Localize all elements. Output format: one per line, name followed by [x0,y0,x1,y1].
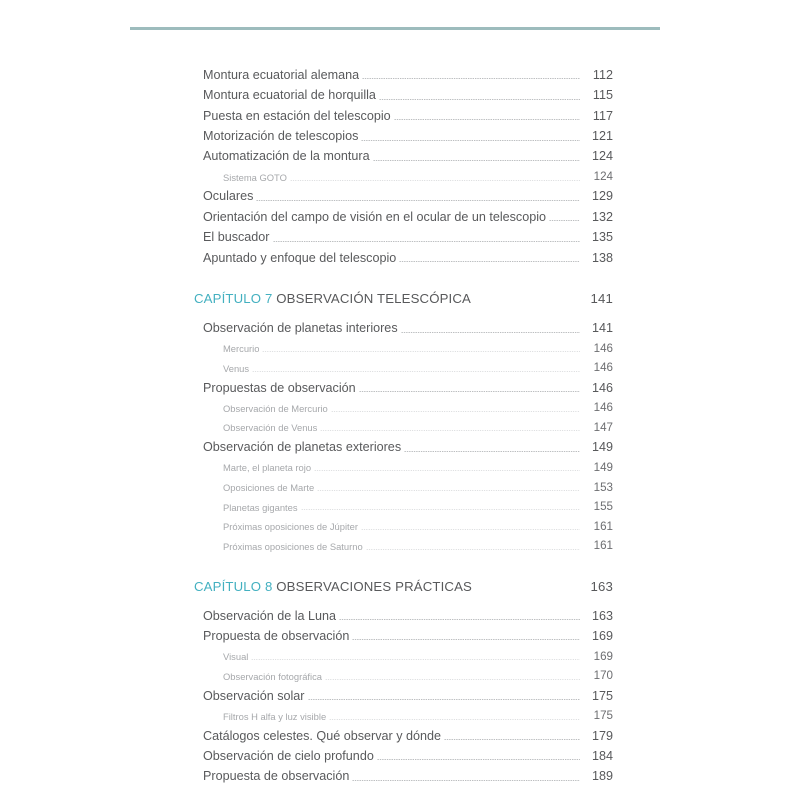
toc-entry-page-number: 146 [593,361,613,375]
toc-entry-title: Observación fotográfica [223,671,323,682]
toc-entry-orientacion-del-campo-de-vision-en-el-ocular-d[interactable] [194,204,613,224]
toc-entry-oculares[interactable] [194,184,613,204]
chapter-page-number: 163 [590,578,613,594]
dot-leader [301,509,580,510]
toc-entry-puesta-en-estacion-del-telescopio[interactable] [194,103,613,123]
dot-leader [314,470,580,471]
toc-entry-proximas-oposiciones-de-saturno[interactable] [194,533,613,553]
toc-entry-proximas-oposiciones-de-jupiter[interactable] [194,513,613,533]
toc-entry-catalogos-celestes-que-observar-y-donde[interactable] [194,723,613,743]
dot-leader [331,411,580,412]
dot-leader [394,119,580,120]
toc-entry-title: Próximas oposiciones de Saturno [223,541,363,552]
dot-leader [366,549,580,550]
dot-leader [262,351,580,352]
toc-entry-page-number: 124 [591,149,613,164]
toc-entry-observacion-de-venus[interactable] [194,415,613,435]
toc-entry-page-number: 169 [591,628,613,643]
chapter-label: CAPÍTULO 7 [194,291,277,307]
toc-entry-title: Observación de planetas exteriores [203,440,402,455]
dot-leader [320,430,580,431]
toc-entry-page-number: 146 [591,380,613,395]
toc-entry-page-number: 153 [593,480,613,494]
toc-entry-montura-ecuatorial-alemana[interactable] [194,62,613,82]
toc-entry-title: Montura ecuatorial alemana [203,67,360,82]
toc-entry-title: Filtros H alfa y luz visible [223,711,327,722]
toc-entry-title: Marte, el planeta rojo [223,463,312,474]
toc-entry-oposiciones-de-marte[interactable] [194,474,613,494]
toc-entry-page-number: 117 [592,108,613,123]
toc-entry-title: Catálogos celestes. Qué observar y dónde [203,728,442,743]
dot-leader [404,451,580,452]
toc-entry-observacion-de-planetas-exteriores[interactable] [194,434,613,454]
dot-leader [317,490,580,491]
dot-leader [352,639,580,640]
toc-entry-title: Puesta en estación del telescopio [203,108,391,123]
toc-entry-observacion-de-mercurio[interactable] [194,395,613,415]
toc-entry-page-number: 169 [593,649,613,663]
toc-entry-title: Automatización de la montura [203,149,370,164]
toc-entry-title: Venus [223,363,250,374]
dot-leader [273,241,580,242]
dot-leader [329,719,580,720]
toc-entry-venus[interactable] [194,355,613,375]
dot-leader [377,759,580,760]
toc-entry-page-number: 124 [593,170,613,184]
toc-entry-group [194,603,613,784]
dot-leader [401,332,580,333]
chapter-title: OBSERVACIÓN TELESCÓPICA [276,291,471,307]
toc-entry-page-number: 132 [591,209,613,224]
toc-entry-page-number: 175 [591,688,613,703]
toc-entry-title: Observación de Mercurio [223,403,328,414]
dot-leader [362,78,580,79]
toc-entry-title: Próximas oposiciones de Júpiter [223,522,358,533]
toc-entry-mercurio[interactable] [194,336,613,356]
toc-entry-title: Planetas gigantes [223,502,298,513]
toc-entry-title: El buscador [203,230,270,245]
toc-entry-motorizacion-de-telescopios[interactable] [194,123,613,143]
toc-entry-page-number: 112 [592,67,613,82]
toc-entry-observacion-fotografica[interactable] [194,663,613,683]
toc-entry-title: Montura ecuatorial de horquilla [203,88,376,103]
toc-entry-page-number: 129 [591,189,613,204]
toc-entry-el-buscador[interactable] [194,224,613,244]
dot-leader [256,200,580,201]
toc-entry-visual[interactable] [194,643,613,663]
toc-entry-propuesta-de-observacion[interactable] [194,763,613,783]
chapter-heading-observacion-telescopica[interactable] [194,291,613,306]
toc-entry-page-number: 121 [591,129,613,144]
dot-leader [444,739,580,740]
toc-entry-title: Apuntado y enfoque del telescopio [203,250,397,265]
dot-leader [373,160,580,161]
toc-entry-group [194,315,613,553]
toc-entry-observacion-de-cielo-profundo[interactable] [194,743,613,763]
toc-entry-sistema-goto[interactable] [194,164,613,184]
toc-entry-page-number: 163 [591,608,613,623]
toc-entry-page-number: 141 [591,321,613,336]
toc-entry-planetas-gigantes[interactable] [194,494,613,514]
toc-entry-page-number: 149 [593,460,613,474]
dot-leader [549,220,580,221]
toc-entry-propuesta-de-observacion[interactable] [194,623,613,643]
toc-entry-title: Oculares [203,189,254,204]
dot-leader [252,371,580,372]
dot-leader [251,659,580,660]
toc-entry-page-number: 155 [593,500,613,514]
toc-entry-observacion-solar[interactable] [194,683,613,703]
toc-entry-title: Orientación del campo de visión en el ocular de un telescopio [203,209,547,224]
dot-leader [290,180,580,181]
toc-entry-page-number: 175 [593,709,613,723]
toc-entry-title: Observación de la Luna [203,608,337,623]
toc-entry-title: Sistema GOTO [223,172,287,183]
toc-entry-title: Mercurio [223,344,260,355]
toc-entry-title: Observación de Venus [223,423,318,434]
dot-leader [308,699,581,700]
toc-entry-apuntado-y-enfoque-del-telescopio[interactable] [194,245,613,265]
toc-entry-page-number: 179 [591,728,613,743]
toc-entry-title: Visual [223,652,249,663]
toc-entry-title: Observación de cielo profundo [203,748,374,763]
toc-entry-title: Motorización de telescopios [203,129,359,144]
header-rule [130,27,660,30]
dot-leader [361,529,580,530]
toc-entry-automatizacion-de-la-montura[interactable] [194,144,613,164]
toc-entry-title: Observación de planetas interiores [203,321,398,336]
toc-entry-page-number: 149 [591,440,613,455]
toc-entry-page-number: 161 [593,539,613,553]
dot-leader [361,140,580,141]
chapter-title: OBSERVACIONES PRÁCTICAS [276,578,472,594]
toc-entry-title: Observación solar [203,688,305,703]
toc-entry-filtros-h-alfa-y-luz-visible[interactable] [194,703,613,723]
dot-leader [325,679,580,680]
toc-entry-page-number: 170 [593,669,613,683]
toc-entry-title: Propuestas de observación [203,380,356,395]
toc-entry-page-number: 115 [592,88,613,103]
dot-leader [379,99,580,100]
toc-entry-title: Oposiciones de Marte [223,483,315,494]
toc-entry-page-number: 189 [591,769,613,784]
dot-leader [399,261,580,262]
toc-entry-title: Propuesta de observación [203,628,350,643]
toc-entry-group [194,62,613,265]
toc-entry-montura-ecuatorial-de-horquilla[interactable] [194,82,613,102]
dot-leader [359,391,580,392]
dot-leader [352,780,580,781]
toc-entry-propuestas-de-observacion[interactable] [194,375,613,395]
toc-entry-title: Propuesta de observación [203,769,350,784]
toc-entry-marte-el-planeta-rojo[interactable] [194,455,613,475]
toc-entry-page-number: 161 [593,519,613,533]
chapter-heading-observaciones-practicas[interactable] [194,579,613,594]
chapter-page-number: 141 [590,291,613,307]
toc-entry-page-number: 147 [593,420,613,434]
toc-entry-page-number: 138 [591,250,613,265]
table-of-contents [194,62,613,784]
chapter-label: CAPÍTULO 8 [194,578,277,594]
toc-entry-page-number: 135 [591,230,613,245]
toc-entry-page-number: 146 [593,401,613,415]
dot-leader [339,619,580,620]
toc-entry-observacion-de-planetas-interiores[interactable] [194,315,613,335]
toc-entry-observacion-de-la-luna[interactable] [194,603,613,623]
toc-entry-page-number: 146 [593,341,613,355]
toc-entry-page-number: 184 [591,748,613,763]
